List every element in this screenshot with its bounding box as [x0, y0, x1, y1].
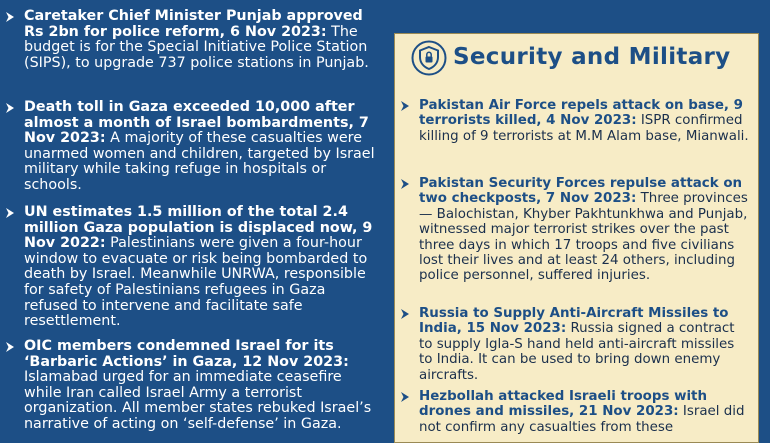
news-item [419, 176, 751, 284]
news-item [419, 306, 751, 383]
security-panel [394, 33, 759, 443]
news-item [24, 339, 376, 433]
chevron-right-icon [5, 342, 15, 352]
news-body: ISPR confirmed killing of 9 terrorists at M.M Alam base, Mianwali. [419, 113, 749, 144]
chevron-right-icon [400, 309, 410, 319]
news-headline: Pakistan Air Force repels attack on base, 9 terrorists killed, 4 Nov 2023: [419, 98, 743, 129]
news-headline: Caretaker Chief Minister Punjab approved Rs 2bn for police reform, 6 Nov 2023: [24, 8, 363, 40]
chevron-right-icon [5, 12, 15, 22]
news-body: The budget is for the Special Initiative Police Station (SIPS), to upgrade 737 police stations in Punjab. [24, 23, 369, 71]
news-item [24, 100, 376, 194]
left-news-column [0, 0, 382, 434]
news-headline: OIC members condemned Israel for its ‘Barbaric Actions’ in Gaza, 12 Nov 2023: [24, 338, 349, 370]
news-item [24, 9, 376, 71]
news-body: Palestinians were given a four-hour window to evacuate or risk being bombarded to death by Israel. Meanwhile UNRWA, responsible for safety of Palestinians refugees in Gaza refused to intervene and facilitate safe resettlement. [24, 235, 368, 330]
news-body: Three provinces — Balochistan, Khyber Pakhtunkhwa and Punjab, witnessed major terrorist strikes over the past three days in which 17 troops and five civilians lost their lives and at least 24 others, including police personnel, suffered injuries. [419, 191, 748, 284]
news-headline: Pakistan Security Forces repulse attack on two checkposts, 7 Nov 2023: [419, 176, 743, 207]
news-headline: Russia to Supply Anti-Aircraft Missiles to India, 15 Nov 2023: [419, 306, 729, 337]
right-news-column [382, 0, 770, 434]
news-body: Russia signed a contract to supply Igla-S hand held anti-aircraft missiles to India. It can be used to bring down enemy aircrafts. [419, 321, 735, 383]
news-item [419, 98, 751, 144]
chevron-right-icon [400, 392, 410, 402]
news-headline: UN estimates 1.5 million of the total 2.4 million Gaza population is displaced now, 9 Nov 2022: [24, 204, 373, 252]
chevron-right-icon [5, 103, 15, 113]
news-headline: Hezbollah attacked Israeli troops with drones and missiles, 21 Nov 2023: [419, 389, 707, 420]
section-title: Security and Military [453, 44, 731, 70]
shield-lock-icon [411, 40, 447, 76]
news-headline: Death toll in Gaza exceeded 10,000 after almost a month of Israel bombardments, 7 Nov 2023: [24, 99, 369, 147]
news-body: Israel did not confirm any casualties from these [419, 404, 745, 435]
news-item [24, 205, 376, 330]
chevron-right-icon [5, 208, 15, 218]
news-item [419, 389, 751, 435]
news-body: A majority of these casualties were unarmed women and children, targeted by Israel military while taking refuge in hospitals or schools. [24, 130, 375, 193]
news-body: Islamabad urged for an immediate ceasefire while Iran called Israel Army a terrorist organization. All member states rebuked Israel’s narrative of acting on ‘self-defense’ in Gaza. [24, 369, 372, 432]
chevron-right-icon [400, 179, 410, 189]
chevron-right-icon [400, 101, 410, 111]
